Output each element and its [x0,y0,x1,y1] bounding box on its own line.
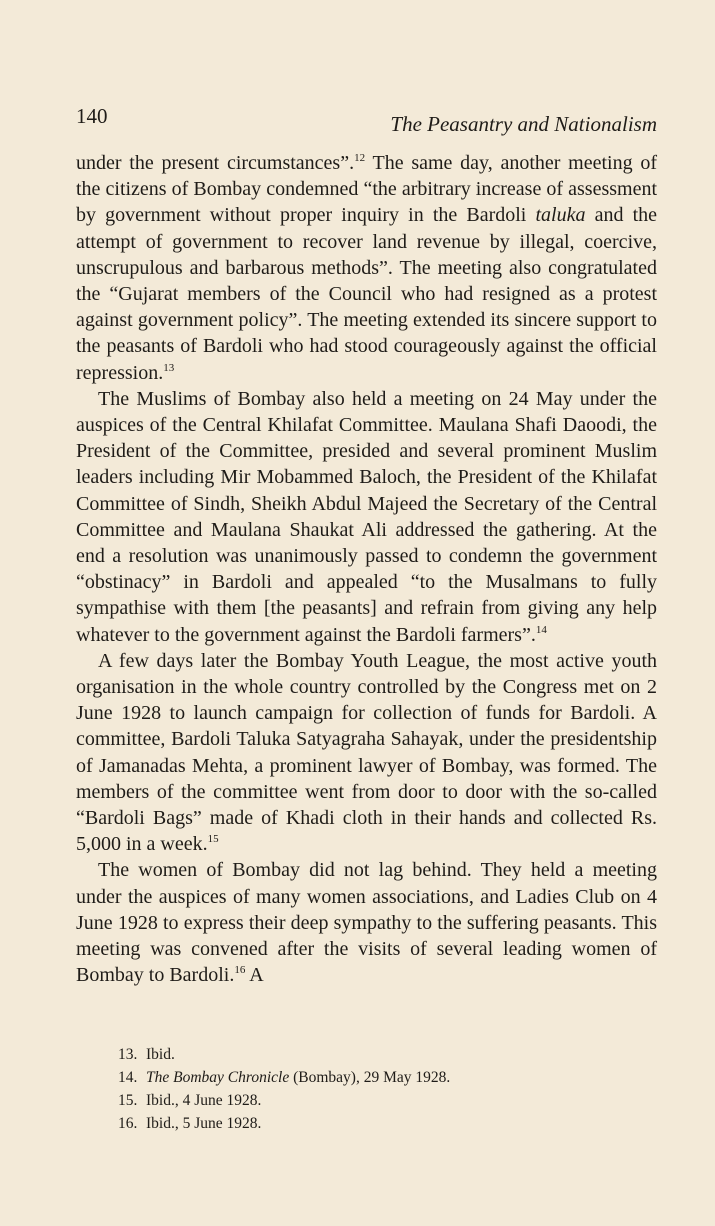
footnotes [118,1043,657,1135]
paragraph-text: The women of Bombay did not lag behind. They held a meeting under the auspices of many women associations, and Ladies Club on 4 June 1928 to express their deep sympathy to the suffering peasants. This meeting was convened after the visits of several leading women of Bombay to Bardoli. [76,859,657,987]
paragraph-2 [76,386,657,648]
footnote-ref-15: 15 [207,833,219,846]
paragraph-text: The Muslims of Bombay also held a meeting on 24 May under the auspices of the Central Khilafat Committee. Maulana Shafi Daoodi, the President of the Committee, presided and several prominent Muslim leaders including Mir Mobammed Baloch, the President of the Khilafat Committee of Sindh, Sheikh Abdul Majeed the Secretary of the Central Committee and Maulana Shaukat Ali addressed the gathering. At the end a resolution was unanimously passed to condemn the government “obstinacy” in Bardoli and appealed “to the Musalmans to fully sympathise with them [the peasants] and refrain from giving any help whatever to the government against the Bardoli farmers”. [76,387,657,646]
paragraph-text: A few days later the Bombay Youth League, the most active youth organisation in the whole country controlled by the Congress met on 2 June 1928 to launch campaign for collection of funds for Bardoli. A committee, Bardoli Taluka Satyagraha Sahayak, under the presidentship of Jamanadas Mehta, a prominent lawyer of Bombay, was formed. The members of the committee went from door to door with the so-called “Bardoli Bags” made of Khadi cloth in their hands and collected Rs. 5,000 in a week. [76,649,657,856]
page-number: 140 [76,104,108,128]
paragraph-tail: A [245,964,264,987]
paragraph-1 [76,150,657,386]
footnote-text: (Bombay), 29 May 1928. [289,1069,451,1086]
footnote-text: Ibid., 4 June 1928. [146,1092,262,1109]
footnote-number: 16. [118,1115,138,1132]
footnote-ref-13: 13 [163,361,175,374]
footnote-number: 14. [118,1069,138,1086]
footnote-text: Ibid. [146,1046,175,1063]
footnote-ref-16: 16 [234,964,246,977]
footnote-ref-14: 14 [535,623,547,636]
footnote-source-title: The Bombay Chronicle [146,1069,290,1086]
footnote-16 [118,1112,657,1135]
footnote-14 [118,1066,657,1089]
footnote-13 [118,1043,657,1066]
paragraph-3 [76,648,657,858]
page-header [76,104,657,134]
paragraph-4 [76,857,657,988]
paragraph-text: The same day, another meeting of the citizens of Bombay condemned “the arbitrary increase of assessment by government without proper inquiry in the Bardoli [76,152,657,227]
running-title: The Peasantry and Nationalism [390,112,657,136]
paragraph-text: and the attempt of government to recover land revenue by illegal, coercive, unscrupulous and barbarous methods”. The meeting also congratulated the “Gujarat members of the Council who had resigned as a protest against government policy”. The meeting extended its sincere support to the peasants of Bardoli who had stood courageously against the official repression. [76,204,657,384]
footnote-number: 15. [118,1092,138,1109]
body-text [76,150,657,989]
footnote-number: 13. [118,1046,138,1063]
footnote-text: Ibid., 5 June 1928. [146,1115,262,1132]
footnote-15 [118,1089,657,1112]
italic-term: taluka [535,204,586,227]
footnote-ref-12: 12 [354,152,366,164]
paragraph-text: under the present circumstances”. [76,152,355,174]
